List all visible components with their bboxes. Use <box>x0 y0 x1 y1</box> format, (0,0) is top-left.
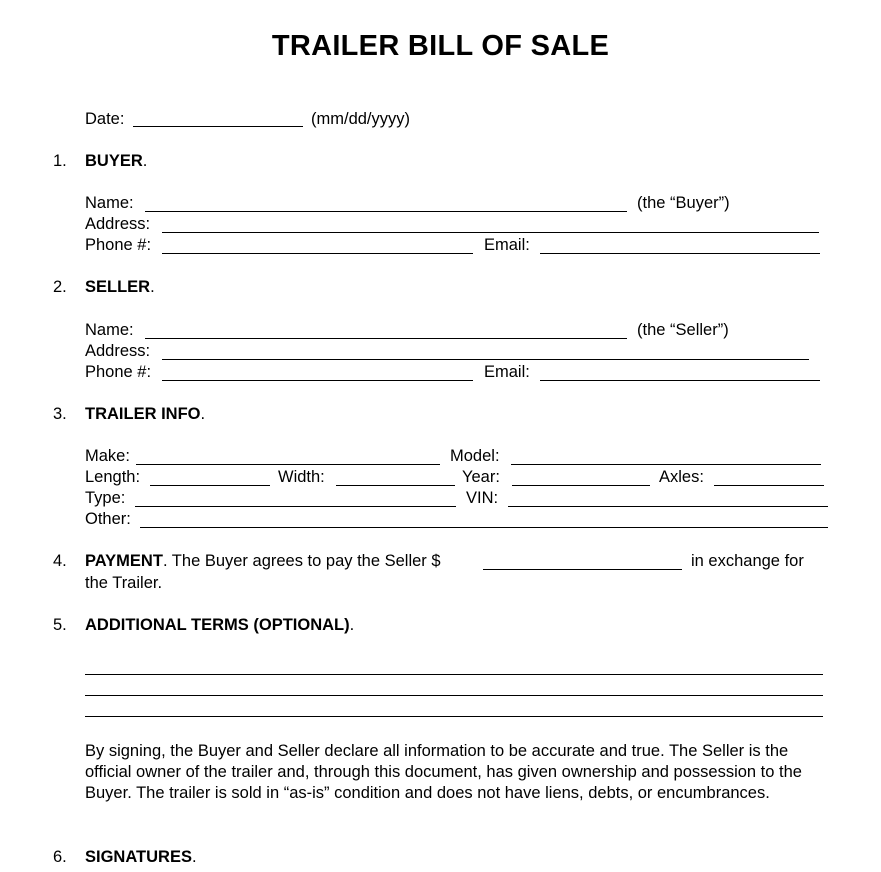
date-field[interactable] <box>133 126 303 127</box>
section-number-signatures: 6. <box>53 848 67 866</box>
section-number-payment: 4. <box>53 552 67 570</box>
buyer-name-field[interactable] <box>145 211 627 212</box>
date-format-hint: (mm/dd/yyyy) <box>311 110 410 128</box>
seller-address-label: Address: <box>85 342 151 360</box>
payment-text: PAYMENT. The Buyer agrees to pay the Seller $ <box>85 552 441 570</box>
section-number-seller: 2. <box>53 278 67 296</box>
section-heading-signatures: SIGNATURES. <box>85 848 197 866</box>
width-label: Width: <box>278 468 325 486</box>
buyer-phone-label: Phone #: <box>85 236 152 254</box>
vin-field[interactable] <box>508 506 828 507</box>
buyer-name-suffix: (the “Buyer”) <box>637 194 730 212</box>
length-field[interactable] <box>150 485 270 486</box>
payment-text-after: in exchange for <box>691 552 804 570</box>
section-number-terms: 5. <box>53 616 67 634</box>
buyer-address-field[interactable] <box>162 232 819 233</box>
terms-line[interactable] <box>85 716 823 717</box>
seller-name-label: Name: <box>85 321 134 339</box>
length-label: Length: <box>85 468 141 486</box>
model-field[interactable] <box>511 464 821 465</box>
other-field[interactable] <box>140 527 828 528</box>
section-heading-terms: ADDITIONAL TERMS (OPTIONAL). <box>85 616 355 634</box>
buyer-email-field[interactable] <box>540 253 820 254</box>
section-number-buyer: 1. <box>53 152 67 170</box>
document-title: TRAILER BILL OF SALE <box>271 30 610 62</box>
seller-email-field[interactable] <box>540 380 820 381</box>
buyer-address-label: Address: <box>85 215 151 233</box>
declaration-paragraph: By signing, the Buyer and Seller declare all information to be accurate and true. The Seller is the official owner of the trailer and, through this document, has given ownership and possession to the Buyer. The trailer is sold in “as-is” condition and does not have liens, debts, or encumbrances. <box>85 742 802 802</box>
section-number-trailer: 3. <box>53 405 67 423</box>
seller-phone-label: Phone #: <box>85 363 152 381</box>
buyer-email-label: Email: <box>484 236 530 254</box>
seller-phone-field[interactable] <box>162 380 473 381</box>
year-label: Year: <box>462 468 500 486</box>
make-field[interactable] <box>136 464 440 465</box>
terms-line[interactable] <box>85 674 823 675</box>
vin-label: VIN: <box>466 489 499 507</box>
payment-text-line2: the Trailer. <box>85 574 163 592</box>
type-label: Type: <box>85 489 126 507</box>
seller-email-label: Email: <box>484 363 530 381</box>
axles-label: Axles: <box>659 468 704 486</box>
date-label: Date: <box>85 110 125 128</box>
section-heading-buyer: BUYER. <box>85 152 148 170</box>
seller-name-field[interactable] <box>145 338 627 339</box>
payment-amount-field[interactable] <box>483 569 682 570</box>
width-field[interactable] <box>336 485 455 486</box>
buyer-name-label: Name: <box>85 194 134 212</box>
terms-line[interactable] <box>85 695 823 696</box>
section-heading-seller: SELLER. <box>85 278 155 296</box>
year-field[interactable] <box>512 485 650 486</box>
other-label: Other: <box>85 510 131 528</box>
make-label: Make: <box>85 447 130 465</box>
type-field[interactable] <box>135 506 456 507</box>
section-heading-trailer: TRAILER INFO. <box>85 405 206 423</box>
seller-address-field[interactable] <box>162 359 809 360</box>
model-label: Model: <box>450 447 500 465</box>
seller-name-suffix: (the “Seller”) <box>637 321 729 339</box>
buyer-phone-field[interactable] <box>162 253 473 254</box>
axles-field[interactable] <box>714 485 824 486</box>
